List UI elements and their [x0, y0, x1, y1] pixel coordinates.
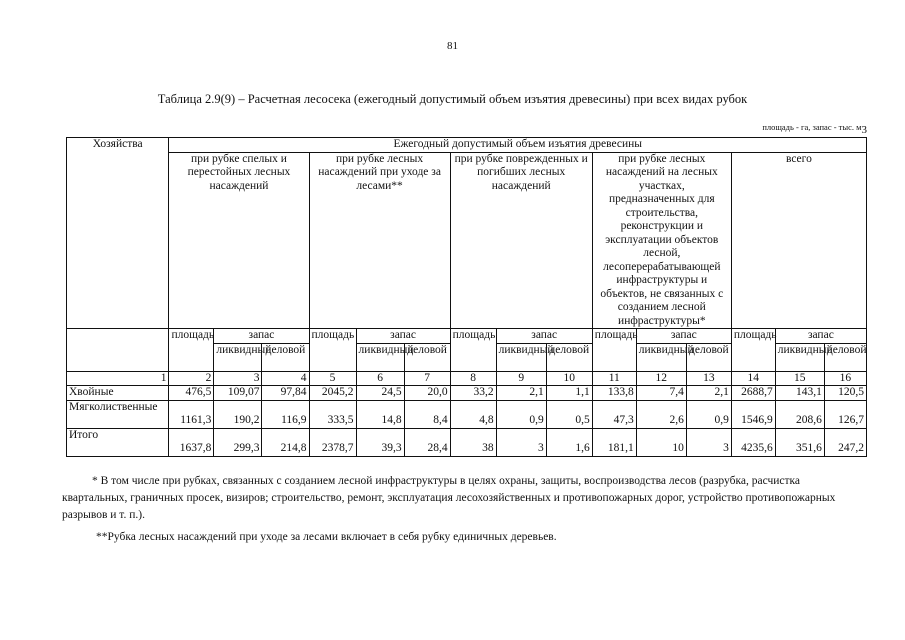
header-row-area-stock — [67, 329, 867, 344]
cell: 120,5 — [824, 386, 866, 401]
header-business: деловой — [262, 343, 309, 371]
column-number: 11 — [592, 371, 636, 386]
column-number: 14 — [731, 371, 775, 386]
header-business: деловой — [686, 343, 731, 371]
cell: 126,7 — [824, 400, 866, 428]
cell: 2045,2 — [309, 386, 356, 401]
lesoseka-table — [66, 137, 867, 457]
cell: 2,1 — [686, 386, 731, 401]
header-liquid: ликвидный — [636, 343, 686, 371]
cell: 1,6 — [546, 428, 592, 456]
cell: 39,3 — [356, 428, 404, 456]
cell: 190,2 — [214, 400, 262, 428]
column-number: 15 — [775, 371, 824, 386]
column-number-row — [67, 371, 867, 386]
header-area: площадь — [169, 329, 214, 372]
cell: 133,8 — [592, 386, 636, 401]
cell: 0,9 — [496, 400, 546, 428]
cell: 33,2 — [450, 386, 496, 401]
header-farms: Хозяйства — [67, 138, 169, 329]
table-row — [67, 400, 867, 428]
header-group: Ежегодный допустимый объем изъятия древесины — [169, 138, 867, 153]
column-number: 7 — [404, 371, 450, 386]
row-name: Итого — [67, 428, 169, 456]
cell: 28,4 — [404, 428, 450, 456]
header-category: всего — [731, 152, 866, 329]
cell: 109,07 — [214, 386, 262, 401]
cell: 351,6 — [775, 428, 824, 456]
header-business: деловой — [546, 343, 592, 371]
cell: 247,2 — [824, 428, 866, 456]
cell: 214,8 — [262, 428, 309, 456]
header-business: деловой — [404, 343, 450, 371]
cell: 14,8 — [356, 400, 404, 428]
cell: 181,1 — [592, 428, 636, 456]
column-number: 4 — [262, 371, 309, 386]
column-number: 13 — [686, 371, 731, 386]
cell: 8,4 — [404, 400, 450, 428]
header-row-categories — [67, 152, 867, 329]
cell: 24,5 — [356, 386, 404, 401]
cell: 299,3 — [214, 428, 262, 456]
footnote-infrastructure: * В том числе при рубках, связанных с созданием лесной инфраструктуры в целях охраны, защиты, воспроизводства лесов (разрубка, расчистка квартальных, граничных просек, визиров; строительство, ремонт, эксплуатация лесохозяйственных и противопожарных дорог, устройство противопожарных разрывов и т. п.). — [62, 475, 836, 521]
header-category: при рубке поврежденных и погибших лесных насаждений — [450, 152, 592, 329]
cell: 38 — [450, 428, 496, 456]
column-number: 10 — [546, 371, 592, 386]
page-number: 81 — [447, 40, 458, 52]
cell: 7,4 — [636, 386, 686, 401]
header-liquid: ликвидный — [214, 343, 262, 371]
cell: 0,5 — [546, 400, 592, 428]
cell: 2688,7 — [731, 386, 775, 401]
cell: 116,9 — [262, 400, 309, 428]
table-row — [67, 428, 867, 456]
header-area: площадь — [592, 329, 636, 372]
header-blank — [67, 329, 169, 372]
cell: 0,9 — [686, 400, 731, 428]
cell: 20,0 — [404, 386, 450, 401]
cell: 3 — [496, 428, 546, 456]
cell: 3 — [686, 428, 731, 456]
header-category: при рубке лесных насаждений на лесных участках, предназначенных для строительства, реконструкции и эксплуатации объектов лесной, лесоперерабатывающей инфраструктуры и объектов, не связанных с созданием лесной инфраструктуры* — [592, 152, 731, 329]
header-category: при рубке лесных насаждений при уходе за лесами** — [309, 152, 450, 329]
cell: 1,1 — [546, 386, 592, 401]
header-stock: запас — [214, 329, 309, 344]
header-liquid: ликвидный — [356, 343, 404, 371]
cell: 47,3 — [592, 400, 636, 428]
cell: 2,1 — [496, 386, 546, 401]
header-area: площадь — [450, 329, 496, 372]
cell: 97,84 — [262, 386, 309, 401]
header-stock: запас — [496, 329, 592, 344]
header-area: площадь — [731, 329, 775, 372]
header-stock: запас — [356, 329, 450, 344]
header-liquid: ликвидный — [496, 343, 546, 371]
column-number: 2 — [169, 371, 214, 386]
cell: 4,8 — [450, 400, 496, 428]
cell: 2378,7 — [309, 428, 356, 456]
cell: 143,1 — [775, 386, 824, 401]
cell: 1637,8 — [169, 428, 214, 456]
table-row — [67, 386, 867, 401]
column-number: 3 — [214, 371, 262, 386]
column-number: 1 — [67, 371, 169, 386]
column-number: 16 — [824, 371, 866, 386]
column-number: 12 — [636, 371, 686, 386]
cell: 333,5 — [309, 400, 356, 428]
column-number: 8 — [450, 371, 496, 386]
header-row-group — [67, 138, 867, 153]
row-name: Мягколиственные — [67, 400, 169, 428]
cell: 10 — [636, 428, 686, 456]
header-stock: запас — [775, 329, 866, 344]
table-title: Таблица 2.9(9) – Расчетная лесосека (ежегодный допустимый объем изъятия древесины) при всех видах рубок — [157, 92, 748, 106]
header-stock: запас — [636, 329, 731, 344]
column-number: 5 — [309, 371, 356, 386]
cell: 476,5 — [169, 386, 214, 401]
header-category: при рубке спелых и перестойных лесных насаждений — [169, 152, 309, 329]
column-number: 6 — [356, 371, 404, 386]
cell: 1546,9 — [731, 400, 775, 428]
footnote-thinning: **Рубка лесных насаждений при уходе за лесами включает в себя рубку единичных деревьев. — [96, 531, 557, 543]
cell: 2,6 — [636, 400, 686, 428]
row-name: Хвойные — [67, 386, 169, 401]
header-area: площадь — [309, 329, 356, 372]
cell: 4235,6 — [731, 428, 775, 456]
header-liquid: ликвидный — [775, 343, 824, 371]
column-number: 9 — [496, 371, 546, 386]
units-note: площадь - га, запас - тыс. м3 — [762, 122, 867, 136]
cell: 208,6 — [775, 400, 824, 428]
cell: 1161,3 — [169, 400, 214, 428]
header-business: деловой — [824, 343, 866, 371]
